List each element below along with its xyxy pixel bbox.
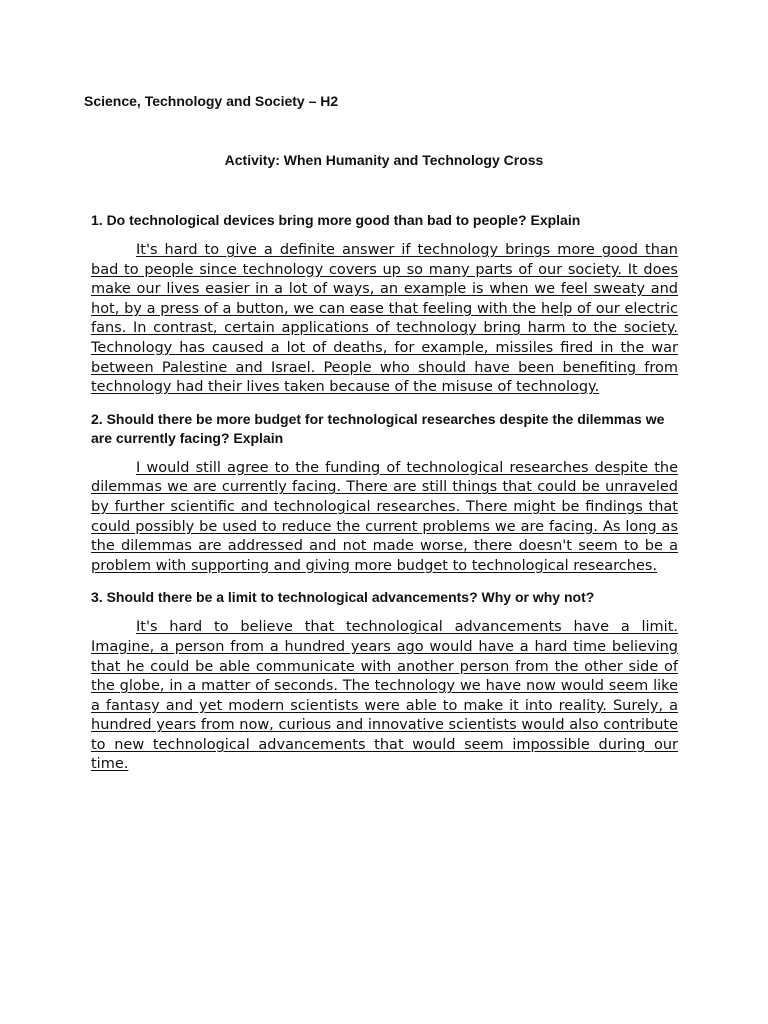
answer-1: It's hard to give a definite answer if technology brings more good than bad to people since technology covers up so many parts of our society. It does make our lives easier in a lot of ways, an example is when we feel sweaty and hot, by a press of a button, we can ease that feeling with the help of our electric fans. In contrast, certain applications of technology bring harm to the society. Technology has caused a lot of deaths, for example, missiles fired in the war between Palestine and Israel. People who should have been benefiting from technology had their lives taken because of the misuse of technology. (91, 242, 678, 396)
question-2: 2. Should there be more budget for technological researches despite the dilemmas we are currently facing? Explain (91, 410, 665, 446)
question-block-2 (91, 410, 678, 577)
answer-2: I would still agree to the funding of technological researches despite the dilemmas we are currently facing. There are still things that could be unraveled by further scientific and technological researches. There might be findings that could possibly be used to reduce the current problems we are facing. As long as the dilemmas are addressed and not made worse, there doesn't seem to be a problem with supporting and giving more budget to technological researches. (91, 459, 678, 574)
question-block-3 (91, 588, 678, 775)
question-block-1 (91, 211, 678, 398)
activity-title: Activity: When Humanity and Technology Cross (224, 152, 544, 168)
question-1: 1. Do technological devices bring more good than bad to people? Explain (91, 212, 581, 228)
course-header: Science, Technology and Society – H2 (84, 93, 339, 109)
question-3: 3. Should there be a limit to technological advancements? Why or why not? (91, 589, 595, 606)
answer-3: It's hard to believe that technological advancements have a limit. Imagine, a person from a hundred years ago would have a hard time believing that he could be able communicate with another person from the other side of the globe, in a matter of seconds. The technology we have now would seem like a fantasy and yet modern scientists were able to make it into reality. Surely, a hundred years from now, curious and innovative scientists would also contribute to new technological advancements that would seem impossible during our time. (91, 619, 678, 773)
document-body (91, 211, 678, 787)
